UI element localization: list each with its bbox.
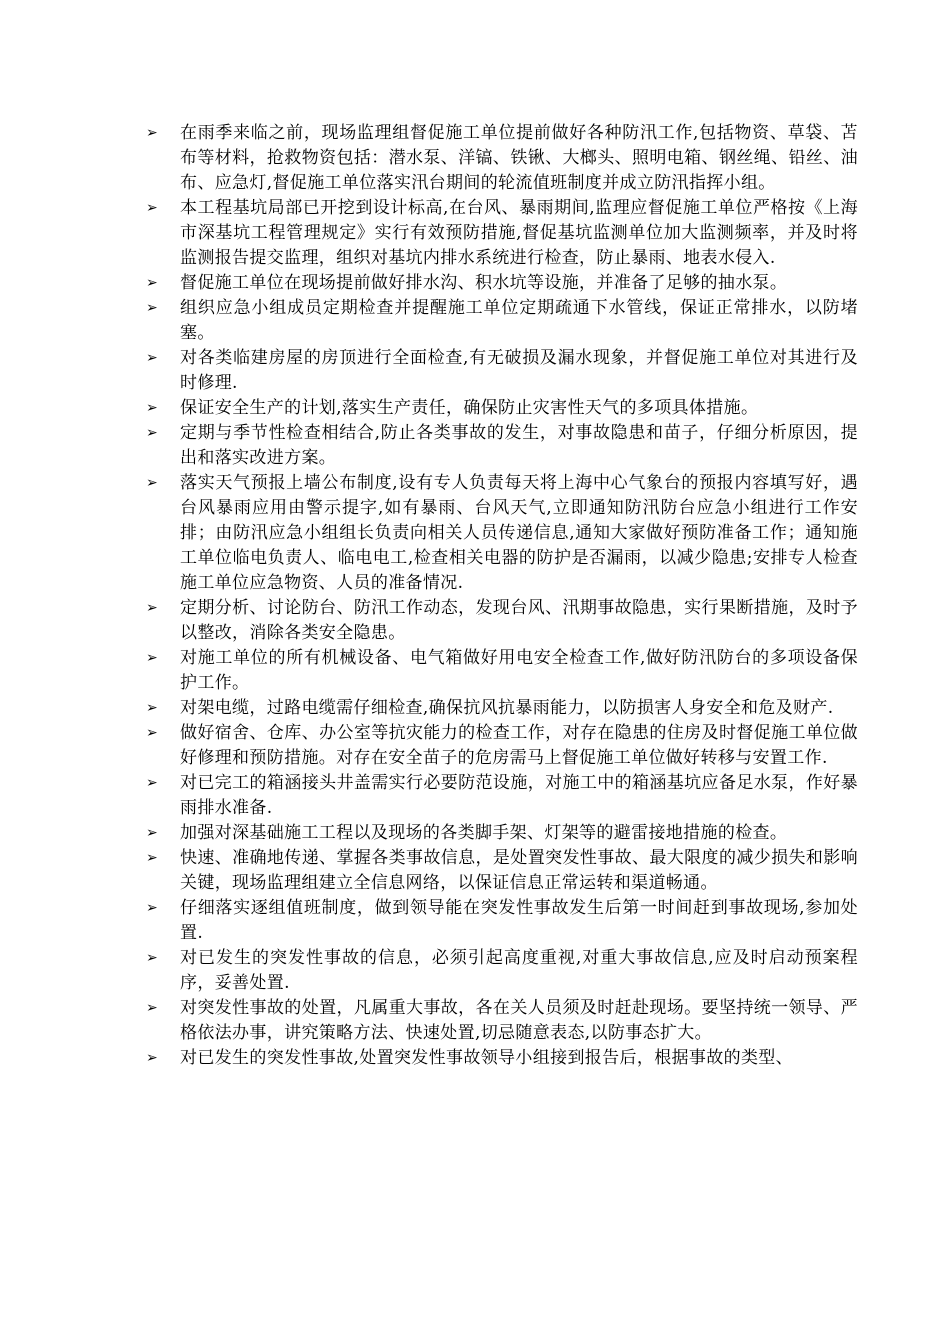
arrow-bullet-icon: ➢: [146, 725, 159, 741]
list-item: [146, 471, 858, 596]
list-item-text: 仔细落实逐组值班制度，做到领导能在突发性事故发生后第一时间赶到事故现场,参加处置.: [180, 898, 858, 943]
arrow-bullet-icon: ➢: [146, 650, 159, 666]
list-item-text: 定期与季节性检查相结合,防止各类事故的发生，对事故隐患和苗子，仔细分析原因，提出和落实改进方案。: [180, 423, 858, 468]
list-item: [146, 946, 858, 996]
arrow-bullet-icon: ➢: [146, 475, 159, 491]
list-item: [146, 846, 858, 896]
list-item: [146, 696, 858, 721]
arrow-bullet-icon: ➢: [146, 275, 159, 291]
arrow-bullet-icon: ➢: [146, 700, 159, 716]
list-item-text: 对已发生的突发性事故,处置突发性事故领导小组接到报告后，根据事故的类型、: [180, 1048, 794, 1068]
list-item-text: 保证安全生产的计划,落实生产责任，确保防止灾害性天气的多项具体措施。: [180, 398, 759, 418]
list-item: [146, 646, 858, 696]
list-item: [146, 421, 858, 471]
arrow-bullet-icon: ➢: [146, 400, 159, 416]
list-item: [146, 196, 858, 271]
list-item-text: 加强对深基础施工工程以及现场的各类脚手架、灯架等的避雷接地措施的检查。: [180, 823, 788, 843]
list-item-text: 做好宿舍、仓库、办公室等抗灾能力的检查工作，对存在隐患的住房及时督促施工单位做好修理和预防措施。对存在安全苗子的危房需马上督促施工单位做好转移与安置工作.: [180, 723, 858, 768]
list-item: [146, 296, 858, 346]
arrow-bullet-icon: ➢: [146, 825, 159, 841]
bullet-list: [146, 121, 858, 1071]
list-item-text: 定期分析、讨论防台、防汛工作动态，发现台风、汛期事故隐患，实行果断措施，及时予以整改，消除各类安全隐患。: [180, 598, 858, 643]
list-item: [146, 396, 858, 421]
arrow-bullet-icon: ➢: [146, 200, 159, 216]
list-item: [146, 121, 858, 196]
list-item-text: 督促施工单位在现场提前做好排水沟、积水坑等设施，并准备了足够的抽水泵。: [180, 273, 788, 293]
list-item: [146, 896, 858, 946]
list-item: [146, 596, 858, 646]
list-item-text: 对已发生的突发性事故的信息，必须引起高度重视,对重大事故信息,应及时启动预案程序，妥善处置.: [180, 948, 858, 993]
list-item-text: 对架电缆，过路电缆需仔细检查,确保抗风抗暴雨能力，以防损害人身安全和危及财产.: [180, 698, 834, 718]
arrow-bullet-icon: ➢: [146, 900, 159, 916]
arrow-bullet-icon: ➢: [146, 775, 159, 791]
arrow-bullet-icon: ➢: [146, 1050, 159, 1066]
list-item-text: 对施工单位的所有机械设备、电气箱做好用电安全检查工作,做好防汛防台的多项设备保护工作。: [180, 648, 858, 693]
arrow-bullet-icon: ➢: [146, 300, 159, 316]
arrow-bullet-icon: ➢: [146, 350, 159, 366]
arrow-bullet-icon: ➢: [146, 125, 159, 141]
list-item-text: 对已完工的箱涵接头井盖需实行必要防范设施，对施工中的箱涵基坑应备足水泵，作好暴雨排水准备.: [180, 773, 858, 818]
arrow-bullet-icon: ➢: [146, 1000, 159, 1016]
list-item: [146, 1046, 858, 1071]
arrow-bullet-icon: ➢: [146, 600, 159, 616]
list-item: [146, 996, 858, 1046]
list-item-text: 本工程基坑局部已开挖到设计标高,在台风、暴雨期间,监理应督促施工单位严格按《上海市深基坑工程管理规定》实行有效预防措施,督促基坑监测单位加大监测频率，并及时将监测报告提交监理，组织对基坑内排水系统进行检查，防止暴雨、地表水侵入.: [180, 198, 858, 268]
list-item: [146, 346, 858, 396]
arrow-bullet-icon: ➢: [146, 950, 159, 966]
list-item-text: 对突发性事故的处置，凡属重大事故，各在关人员须及时赶赴现场。要坚持统一领导、严格依法办事，讲究策略方法、快速处置,切忌随意表态,以防事态扩大。: [180, 998, 858, 1043]
arrow-bullet-icon: ➢: [146, 425, 159, 441]
list-item: [146, 821, 858, 846]
arrow-bullet-icon: ➢: [146, 850, 159, 866]
list-item-text: 快速、准确地传递、掌握各类事故信息，是处置突发性事故、最大限度的减少损失和影响关键，现场监理组建立全信息网络，以保证信息正常运转和渠道畅通。: [180, 848, 858, 893]
list-item-text: 对各类临建房屋的房顶进行全面检查,有无破损及漏水现象，并督促施工单位对其进行及时修理.: [180, 348, 858, 393]
list-item-text: 落实天气预报上墙公布制度,设有专人负责每天将上海中心气象台的预报内容填写好，遇台风暴雨应用由警示提字,如有暴雨、台风天气,立即通知防汛防台应急小组进行工作安排；由防汛应急小组组长负责向相关人员传递信息,通知大家做好预防准备工作；通知施工单位临电负责人、临电电工,检查相关电器的防护是否漏雨，以减少隐患;安排专人检查施工单位应急物资、人员的准备情况.: [180, 473, 858, 593]
list-item: [146, 721, 858, 771]
list-item-text: 组织应急小组成员定期检查并提醒施工单位定期疏通下水管线，保证正常排水，以防堵塞。: [180, 298, 858, 343]
list-item-text: 在雨季来临之前，现场监理组督促施工单位提前做好各种防汛工作,包括物资、草袋、苫布等材料，抢救物资包括：潜水泵、洋镐、铁锹、大榔头、照明电箱、钢丝绳、铅丝、油布、应急灯,督促施工单位落实汛台期间的轮流值班制度并成立防汛指挥小组。: [180, 123, 858, 193]
list-item: [146, 271, 858, 296]
list-item: [146, 771, 858, 821]
